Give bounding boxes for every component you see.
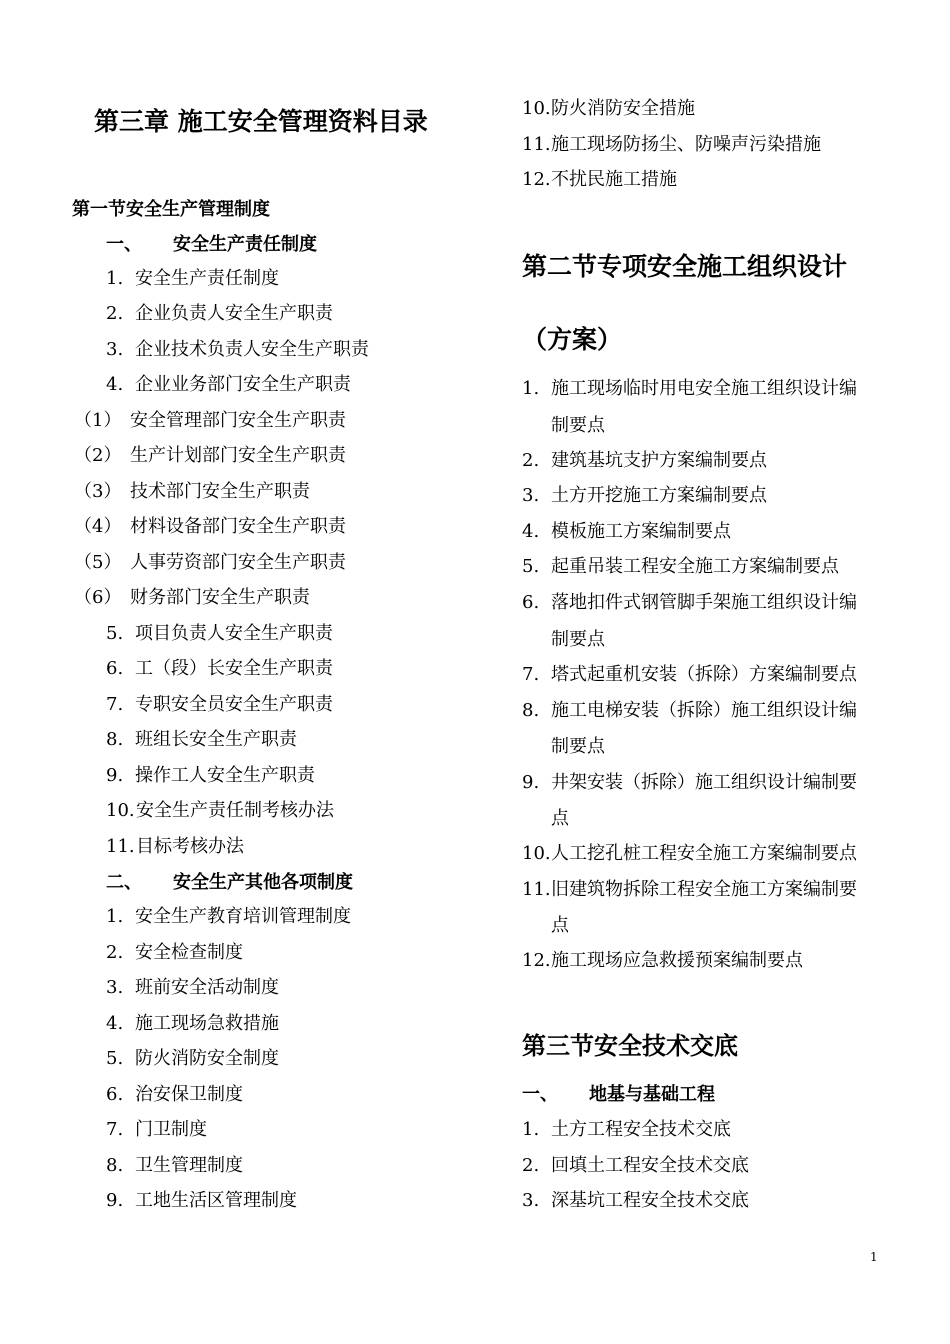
list-item-num: 5. — [522, 556, 540, 577]
list-item-num: 1. — [106, 906, 124, 927]
list-item: 回填土工程安全技术交底 — [551, 1155, 749, 1176]
list-item-num: 6. — [106, 658, 124, 679]
list-item: 深基坑工程安全技术交底 — [551, 1190, 749, 1211]
list-item-num: 12. — [522, 950, 551, 971]
sub-item: 生产计划部门安全生产职责 — [130, 445, 346, 466]
list-item: 施工电梯安装（拆除）施工组织设计编 — [551, 700, 857, 721]
list-item-num: 6. — [522, 592, 540, 613]
section3-heading: 第三节安全技术交底 — [522, 1031, 738, 1060]
list-item: 安全生产教育培训管理制度 — [135, 906, 351, 927]
list-item: 施工现场应急救援预案编制要点 — [551, 950, 803, 971]
list-item: 安全检查制度 — [135, 942, 243, 963]
list-item: 门卫制度 — [135, 1119, 207, 1140]
list-item: 目标考核办法 — [136, 836, 244, 857]
list-item-num: 2. — [522, 450, 540, 471]
list-item-num: 1. — [106, 268, 124, 289]
list-item-num: 4. — [106, 1013, 124, 1034]
list-item-cont: 制要点 — [551, 736, 605, 757]
list-item: 工（段）长安全生产职责 — [135, 658, 333, 679]
list-item: 防火消防安全措施 — [551, 98, 695, 119]
sub-item: 安全管理部门安全生产职责 — [130, 410, 346, 431]
list-item-num: 9. — [522, 772, 540, 793]
list-item-num: 2. — [106, 303, 124, 324]
list-item: 井架安装（拆除）施工组织设计编制要 — [551, 772, 857, 793]
list-item-num: 5. — [106, 623, 124, 644]
list-item-num: 11. — [522, 879, 551, 900]
list-item-num: 11. — [522, 134, 551, 155]
list-item: 安全生产责任制考核办法 — [136, 800, 334, 821]
list-item-num: 2. — [522, 1155, 540, 1176]
list-item: 专职安全员安全生产职责 — [135, 694, 333, 715]
list-item: 班组长安全生产职责 — [135, 729, 297, 750]
list-item-num: 10. — [106, 800, 135, 821]
list-item: 人工挖孔桩工程安全施工方案编制要点 — [551, 843, 857, 864]
sub-item: 人事劳资部门安全生产职责 — [130, 552, 346, 573]
list-item: 模板施工方案编制要点 — [551, 521, 731, 542]
sub-item: 技术部门安全生产职责 — [130, 481, 310, 502]
list-item-num: 7. — [522, 664, 540, 685]
list-item: 建筑基坑支护方案编制要点 — [551, 450, 767, 471]
list-item: 企业负责人安全生产职责 — [135, 303, 333, 324]
section3-part1-marker: 一、 — [522, 1084, 558, 1105]
sub-item: 材料设备部门安全生产职责 — [130, 516, 346, 537]
list-item-cont: 制要点 — [551, 415, 605, 436]
list-item-num: 9. — [106, 765, 124, 786]
page-number: 1 — [870, 1250, 878, 1264]
list-item: 塔式起重机安装（拆除）方案编制要点 — [551, 664, 857, 685]
list-item: 施工现场急救措施 — [135, 1013, 279, 1034]
list-item-num: 8. — [522, 700, 540, 721]
list-item-num: 12. — [522, 169, 551, 190]
sub-item-num: （5） — [74, 552, 122, 573]
list-item-num: 6. — [106, 1084, 124, 1105]
list-item: 班前安全活动制度 — [135, 977, 279, 998]
list-item: 防火消防安全制度 — [135, 1048, 279, 1069]
section1-heading: 第一节安全生产管理制度 — [72, 199, 270, 220]
list-item: 施工现场临时用电安全施工组织设计编 — [551, 378, 857, 399]
list-item-cont: 制要点 — [551, 629, 605, 650]
sub-item-num: （1） — [74, 410, 122, 431]
list-item-num: 10. — [522, 843, 551, 864]
section1-part1-marker: 一、 — [106, 234, 142, 255]
section1-part2-label: 安全生产其他各项制度 — [173, 872, 353, 893]
list-item: 施工现场防扬尘、防噪声污染措施 — [551, 134, 821, 155]
list-item-num: 4. — [522, 521, 540, 542]
section1-part2-marker: 二、 — [106, 872, 142, 893]
list-item-num: 4. — [106, 374, 124, 395]
section2-heading-line1: 第二节专项安全施工组织设计 — [522, 252, 848, 281]
list-item: 治安保卫制度 — [135, 1084, 243, 1105]
list-item-num: 8. — [106, 729, 124, 750]
list-item-num: 1. — [522, 1119, 540, 1140]
sub-item-num: （6） — [74, 587, 122, 608]
list-item-num: 10. — [522, 98, 551, 119]
list-item: 工地生活区管理制度 — [135, 1190, 297, 1211]
list-item: 企业业务部门安全生产职责 — [135, 374, 351, 395]
list-item: 旧建筑物拆除工程安全施工方案编制要 — [551, 879, 857, 900]
list-item: 卫生管理制度 — [135, 1155, 243, 1176]
sub-item: 财务部门安全生产职责 — [130, 587, 310, 608]
list-item: 项目负责人安全生产职责 — [135, 623, 333, 644]
list-item: 落地扣件式钢管脚手架施工组织设计编 — [551, 592, 857, 613]
list-item-num: 1. — [522, 378, 540, 399]
sub-item-num: （3） — [74, 481, 122, 502]
list-item-num: 3. — [106, 977, 124, 998]
sub-item-num: （2） — [74, 445, 122, 466]
list-item-num: 3. — [522, 485, 540, 506]
chapter-title: 第三章 施工安全管理资料目录 — [94, 107, 428, 136]
list-item-num: 8. — [106, 1155, 124, 1176]
section1-part1-label: 安全生产责任制度 — [173, 234, 317, 255]
section3-part1-label: 地基与基础工程 — [589, 1084, 715, 1105]
list-item-num: 7. — [106, 694, 124, 715]
sub-item-num: （4） — [74, 516, 122, 537]
list-item-num: 11. — [106, 836, 135, 857]
list-item: 土方开挖施工方案编制要点 — [551, 485, 767, 506]
list-item-num: 9. — [106, 1190, 124, 1211]
section2-heading-line2: （方案） — [522, 325, 623, 354]
list-item: 起重吊装工程安全施工方案编制要点 — [551, 556, 839, 577]
list-item-num: 3. — [106, 339, 124, 360]
list-item: 安全生产责任制度 — [135, 268, 279, 289]
list-item-num: 5. — [106, 1048, 124, 1069]
list-item: 土方工程安全技术交底 — [551, 1119, 731, 1140]
list-item-cont: 点 — [551, 808, 569, 829]
list-item-num: 2. — [106, 942, 124, 963]
list-item-cont: 点 — [551, 915, 569, 936]
list-item: 操作工人安全生产职责 — [135, 765, 315, 786]
list-item: 不扰民施工措施 — [551, 169, 677, 190]
list-item: 企业技术负责人安全生产职责 — [135, 339, 369, 360]
list-item-num: 3. — [522, 1190, 540, 1211]
list-item-num: 7. — [106, 1119, 124, 1140]
